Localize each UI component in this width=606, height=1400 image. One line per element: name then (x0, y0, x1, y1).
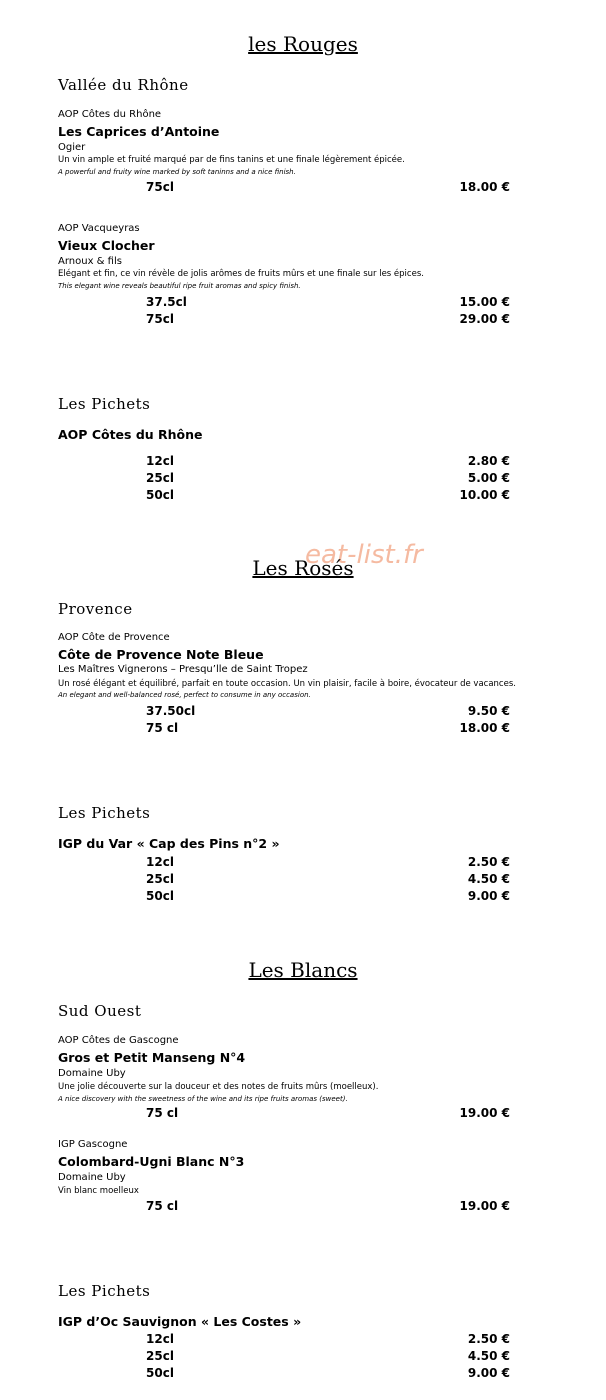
watermark: eat-list.fr (305, 540, 423, 570)
pichet-volume: 12cl (146, 454, 174, 468)
wine-name: Gros et Petit Manseng N°4 (58, 1050, 246, 1065)
pichet-price: 4.50 € (467, 872, 510, 886)
pichet-volume: 25cl (146, 1349, 174, 1363)
pichet-price: 2.50 € (467, 855, 510, 869)
wine-description-fr: Elégant et fin, ce vin révèle de jolis arômes de fruits mûrs et une finale sur les épices. (58, 269, 424, 279)
wine-description-fr: Vin blanc moelleux (58, 1186, 139, 1196)
wine-appellation: AOP Côtes de Gascogne (58, 1035, 179, 1046)
wine-producer: Les Maîtres Vignerons – Presqu’lle de Saint Tropez (58, 664, 308, 675)
pichet-price: 5.00 € (467, 471, 510, 485)
wine-description-en: A powerful and fruity wine marked by soft taninns and a nice finish. (58, 168, 296, 176)
wine-volume: 75 cl (146, 721, 179, 735)
wine-appellation: IGP Gascogne (58, 1139, 128, 1150)
wine-volume: 75 cl (146, 1199, 179, 1213)
region-title-sud-ouest: Sud Ouest (58, 1002, 142, 1020)
wine-name: Colombard-Ugni Blanc N°3 (58, 1154, 245, 1169)
wine-price: 29.00 € (459, 312, 510, 326)
pichet-price: 9.00 € (467, 889, 510, 903)
pichet-price: 10.00 € (459, 488, 510, 502)
pichet-appellation: AOP Côtes du Rhône (58, 427, 203, 442)
section-title-roses: Les Rosés (252, 556, 354, 580)
pichet-price: 2.80 € (467, 454, 510, 468)
pichets-title: Les Pichets (58, 804, 151, 822)
wine-price: 19.00 € (459, 1199, 510, 1213)
section-title-blancs: Les Blancs (248, 958, 358, 982)
wine-description-fr: Un rosé élégant et équilibré, parfait en toute occasion. Un vin plaisir, facile à boire, évocateur de vacances. (58, 679, 516, 689)
pichet-appellation: IGP du Var « Cap des Pins n°2 » (58, 836, 280, 851)
wine-name: Côte de Provence Note Bleue (58, 647, 264, 662)
pichet-price: 9.00 € (467, 1366, 510, 1380)
wine-volume: 75cl (146, 180, 174, 194)
region-title-rhone: Vallée du Rhône (58, 76, 189, 94)
wine-producer: Ogier (58, 142, 86, 153)
pichet-volume: 25cl (146, 471, 174, 485)
pichet-volume: 12cl (146, 1332, 174, 1346)
wine-description-en: This elegant wine reveals beautiful ripe fruit aromas and spicy finish. (58, 282, 301, 290)
pichet-appellation: IGP d’Oc Sauvignon « Les Costes » (58, 1314, 302, 1329)
pichets-title: Les Pichets (58, 1282, 151, 1300)
wine-appellation: AOP Côtes du Rhône (58, 109, 162, 120)
wine-description-en: A nice discovery with the sweetness of the wine and its ripe fruits aromas (sweet). (58, 1095, 348, 1103)
wine-producer: Domaine Uby (58, 1068, 126, 1079)
region-title-provence: Provence (58, 600, 133, 618)
wine-volume: 37.50cl (146, 704, 196, 718)
wine-description-fr: Un vin ample et fruité marqué par de fins tanins et une finale légèrement épicée. (58, 155, 405, 165)
wine-volume: 75 cl (146, 1106, 179, 1120)
wine-price: 9.50 € (467, 704, 510, 718)
pichet-volume: 50cl (146, 889, 174, 903)
wine-price: 18.00 € (459, 721, 510, 735)
wine-description-en: An elegant and well-balanced rosé, perfect to consume in any occasion. (58, 691, 311, 699)
pichet-price: 2.50 € (467, 1332, 510, 1346)
pichet-volume: 25cl (146, 872, 174, 886)
wine-price: 19.00 € (459, 1106, 510, 1120)
wine-description-fr: Une jolie découverte sur la douceur et des notes de fruits mûrs (moelleux). (58, 1082, 379, 1092)
wine-volume: 37.5cl (146, 295, 187, 309)
wine-price: 18.00 € (459, 180, 510, 194)
wine-producer: Domaine Uby (58, 1172, 126, 1183)
pichet-volume: 50cl (146, 1366, 174, 1380)
pichets-title: Les Pichets (58, 395, 151, 413)
wine-volume: 75cl (146, 312, 174, 326)
wine-producer: Arnoux & fils (58, 256, 122, 267)
wine-appellation: AOP Côte de Provence (58, 632, 170, 643)
section-title-rouges: les Rouges (248, 32, 358, 56)
pichet-price: 4.50 € (467, 1349, 510, 1363)
wine-appellation: AOP Vacqueyras (58, 223, 140, 234)
wine-price: 15.00 € (459, 295, 510, 309)
wine-name: Les Caprices d’Antoine (58, 124, 220, 139)
wine-name: Vieux Clocher (58, 238, 155, 253)
pichet-volume: 12cl (146, 855, 174, 869)
pichet-volume: 50cl (146, 488, 174, 502)
